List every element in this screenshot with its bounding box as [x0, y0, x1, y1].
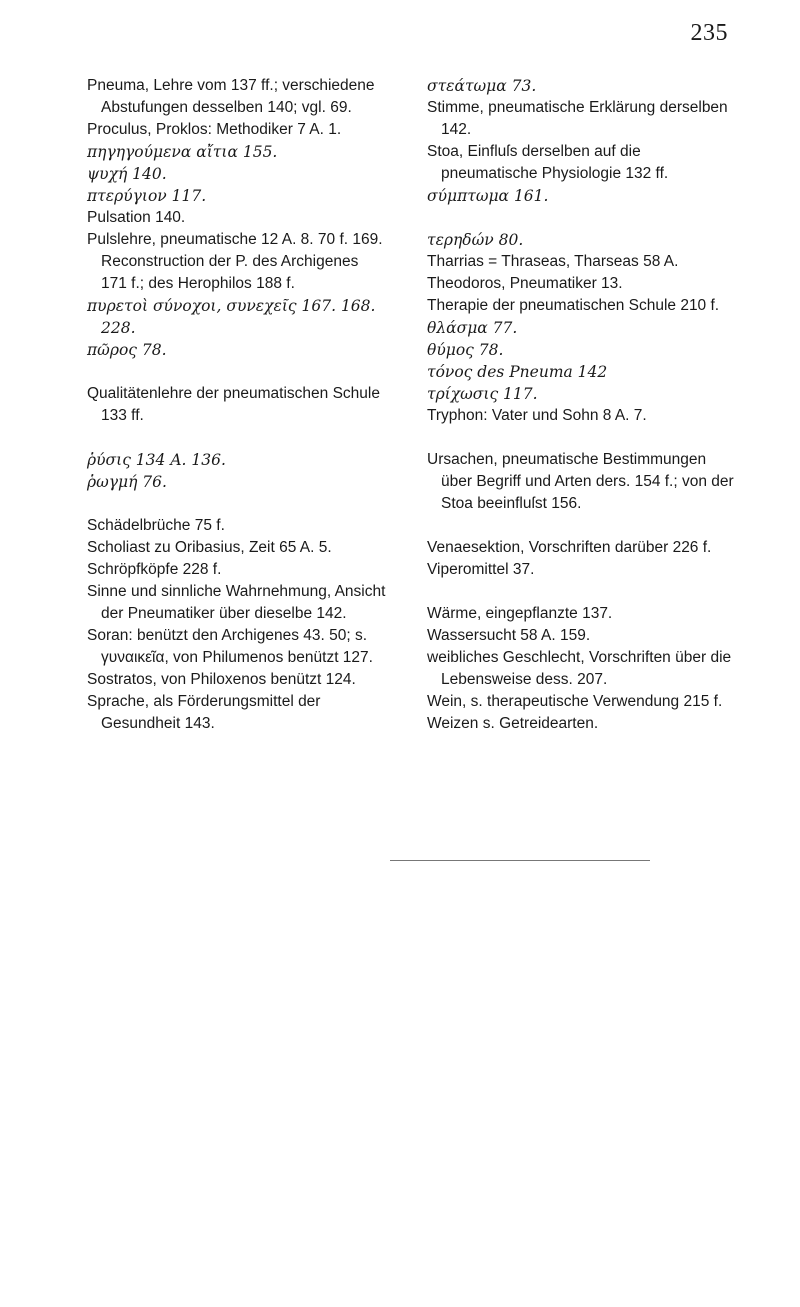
index-entry: Sprache, als Förderungsmittel der Gesundheit 143. — [87, 693, 321, 732]
index-entry: θύμος 78. — [427, 341, 504, 359]
index-entry: Sostratos, von Philoxenos benützt 124. — [87, 671, 356, 688]
index-entry: πυρετοὶ σύνοχοι, συνεχεῖς 167. 168. 228. — [87, 297, 376, 337]
index-entry: Schröpfköpfe 228 f. — [87, 561, 222, 578]
index-entry: Viperomittel 37. — [427, 561, 535, 578]
index-entry: Soran: benützt den Archigenes 43. 50; s. γυναικεῖα, von Philumenos benützt 127. — [87, 627, 373, 666]
index-entry: Pulslehre, pneumatische 12 A. 8. 70 f. 169. Reconstruction der P. des Archigenes 171 f.; des Herophilos 188 f. — [87, 231, 383, 292]
index-entry: Ursachen, pneumatische Bestimmungen über Begriff und Arten ders. 154 f.; von der Stoa beeinfluſst 156. — [427, 451, 734, 512]
section-gap — [87, 493, 387, 515]
index-entry: Venaesektion, Vorschriften darüber 226 f. — [427, 539, 712, 556]
section-gap — [427, 515, 737, 537]
section-gap — [427, 207, 737, 229]
index-entry: Weizen s. Getreidearten. — [427, 715, 599, 732]
index-column-left — [87, 75, 387, 735]
footer-rule — [390, 860, 650, 861]
index-entry: Wassersucht 58 A. 159. — [427, 627, 591, 644]
index-entry: Wärme, eingepflanzte 137. — [427, 605, 613, 622]
index-entry: στεάτωμα 73. — [427, 77, 537, 95]
index-entry: θλάσμα 77. — [427, 319, 518, 337]
index-entry: Qualitätenlehre der pneumatischen Schule 133 ff. — [87, 385, 380, 424]
index-entry: Scholiast zu Oribasius, Zeit 65 A. 5. — [87, 539, 332, 556]
index-entry: πτερύγιον 117. — [87, 187, 207, 205]
index-entry: Wein, s. therapeutische Verwendung 215 f. — [427, 693, 723, 710]
index-entry: Tryphon: Vater und Sohn 8 A. 7. — [427, 407, 647, 424]
index-entry: τόνος des Pneuma 142 — [427, 363, 608, 381]
index-entry: πηγηγούμενα αἴτια 155. — [87, 143, 278, 161]
index-entry: ῥύσις 134 A. 136. — [87, 451, 226, 469]
index-entry: ῥωγμή 76. — [87, 473, 167, 491]
section-gap — [87, 427, 387, 449]
page-number: 235 — [690, 20, 728, 46]
index-entry: Therapie der pneumatischen Schule 210 f. — [427, 297, 720, 314]
index-entry: Stoa, Einfluſs derselben auf die pneumatische Physiologie 132 ff. — [427, 143, 669, 182]
index-entry: Pulsation 140. — [87, 209, 186, 226]
index-entry: τερηδών 80. — [427, 231, 524, 249]
section-gap — [427, 581, 737, 603]
index-entry: Pneuma, Lehre vom 137 ff.; verschiedene Abstufungen desselben 140; vgl. 69. — [87, 77, 375, 116]
index-entry: Proculus, Proklos: Methodiker 7 A. 1. — [87, 121, 342, 138]
index-entry: σύμπτωμα 161. — [427, 187, 549, 205]
index-entry: τρίχωσις 117. — [427, 385, 538, 403]
index-entry: weibliches Geschlecht, Vorschriften über die Lebensweise dess. 207. — [427, 649, 732, 688]
index-entry: Theodoros, Pneumatiker 13. — [427, 275, 623, 292]
index-entry: Tharrias = Thraseas, Tharseas 58 A. — [427, 253, 679, 270]
section-gap — [87, 361, 387, 383]
index-entry: πῶρος 78. — [87, 341, 167, 359]
index-entry: Schädelbrüche 75 f. — [87, 517, 225, 534]
index-column-right — [427, 75, 737, 735]
index-entry: ψυχή 140. — [87, 165, 167, 183]
index-entry: Stimme, pneumatische Erklärung derselben 142. — [427, 99, 728, 138]
index-entry: Sinne und sinnliche Wahrnehmung, Ansicht der Pneumatiker über dieselbe 142. — [87, 583, 386, 622]
section-gap — [427, 427, 737, 449]
